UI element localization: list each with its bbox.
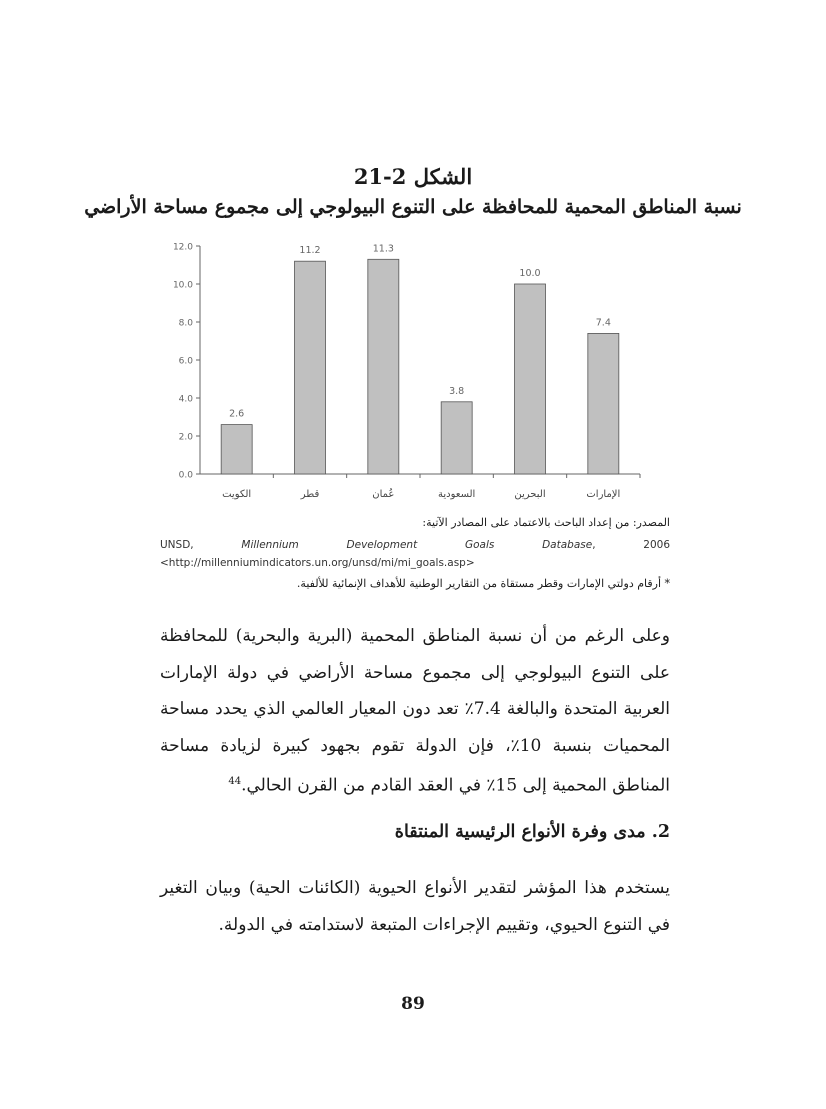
- x-category-label: الكويت: [222, 489, 252, 500]
- section-paragraph: يستخدم هذا المؤشر لتقدير الأنواع الحيوية (الكائنات الحية) وبيان التغير في التنوع الحيوي، وتقييم الإجراءات المتبعة لاستدامته في الدولة.: [160, 878, 670, 935]
- y-tick-label: 0.0: [178, 470, 193, 481]
- x-category-label: السعودية: [437, 489, 476, 500]
- y-tick-label: 4.0: [178, 394, 193, 405]
- figure-caption: نسبة المناطق المحمية للمحافظة على التنوع البيولوجي إلى مجموع مساحة الأراضي: [84, 196, 742, 218]
- bar-value-label: 11.2: [299, 245, 321, 257]
- x-category-label: البحرين: [514, 489, 546, 500]
- y-tick-label: 6.0: [178, 356, 193, 367]
- body-paragraph: [160, 618, 670, 804]
- source-citation-english: [160, 536, 670, 572]
- bar-chart: [160, 236, 650, 506]
- y-tick-label: 10.0: [172, 280, 193, 291]
- y-tick-label: 2.0: [178, 432, 193, 443]
- y-tick-label: 8.0: [178, 318, 193, 329]
- section-heading: 2. مدى وفرة الأنواع الرئيسية المنتقاة: [394, 822, 670, 842]
- bar-value-label: 3.8: [449, 385, 465, 397]
- bar-value-label: 7.4: [595, 317, 611, 329]
- bar-value-label: 10.0: [519, 268, 541, 279]
- bar: [221, 425, 252, 474]
- citation-prefix: UNSD,: [160, 539, 242, 551]
- figure-footnote: * أرقام دولتي الإمارات وقطر مستقاة من التقارير الوطنية للأهداف الإنمائية للألفية.: [296, 577, 670, 590]
- x-category-label: قطر: [300, 489, 320, 500]
- bar-value-label: 11.3: [372, 243, 394, 255]
- page-number: 89: [401, 994, 425, 1014]
- citation-database-title: Millennium Development Goals Database: [241, 539, 593, 551]
- bar-value-label: 2.6: [229, 408, 245, 420]
- bar: [441, 402, 472, 474]
- bar: [368, 259, 399, 474]
- x-category-label: الإمارات: [586, 489, 621, 500]
- bar: [588, 333, 619, 474]
- source-note-arabic: المصدر: من إعداد الباحث بالاعتماد على المصادر الآتية:: [422, 516, 670, 529]
- citation-suffix: , 2006 <http://millenniumindicators.un.org/unsd/mi/mi_goals.asp>: [160, 539, 671, 569]
- x-category-label: عُمان: [372, 489, 395, 500]
- bar: [515, 284, 546, 474]
- body-paragraph-text: وعلى الرغم من أن نسبة المناطق المحمية (البرية والبحرية) للمحافظة على التنوع البيولوجي إلى مجموع مساحة الأراضي في دولة الإمارات العربية المتحدة والبالغة 7.4٪ تعد دون المعيار العالمي الذي يحدد مساحة المحميات بنسبة 10٪، فإن الدولة تقوم بجهود كبيرة لزيادة مساحة المناطق المحمية إلى 15٪ في العقد القادم من القرن الحالي.: [160, 626, 670, 796]
- figure-label: الشكل 2-21: [353, 164, 473, 189]
- bar: [295, 261, 326, 474]
- y-tick-label: 12.0: [172, 242, 193, 253]
- footnote-reference: 44: [228, 776, 242, 787]
